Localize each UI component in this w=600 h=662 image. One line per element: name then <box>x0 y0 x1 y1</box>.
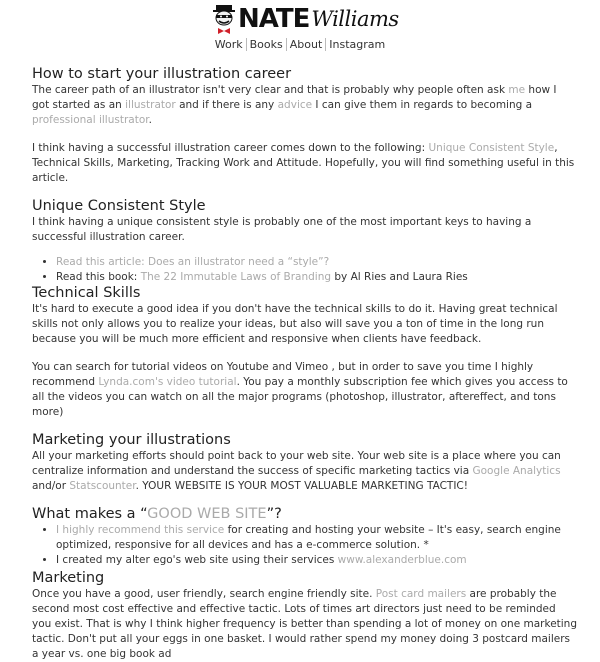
link-unique-consistent-style[interactable]: Unique Consistent Style <box>428 142 555 154</box>
link-me[interactable]: me <box>508 84 526 96</box>
heading-marketing: Marketing <box>32 570 105 586</box>
text: by Al Ries and Laura Ries <box>331 271 468 283</box>
list-item <box>56 270 577 285</box>
bandit-face-icon <box>211 4 237 34</box>
logo-word-williams: Williams <box>311 7 399 31</box>
text: ”? <box>266 506 282 522</box>
style-list <box>32 255 577 285</box>
main-nav <box>0 38 600 52</box>
website-list <box>32 523 577 568</box>
paragraph-success-factors <box>32 141 577 186</box>
link-advice[interactable]: advice <box>277 99 313 111</box>
link-postcard-mailers[interactable]: Post card mailers <box>375 588 467 600</box>
heading-technical-skills: Technical Skills <box>32 285 141 301</box>
link-illustrator[interactable]: illustrator <box>125 99 176 111</box>
text: You can search for tutorial videos on Youtube and Vimeo , but in order to save you time I highly recommend <box>32 361 534 388</box>
text: I created my alter ego's web site using their services <box>56 554 338 566</box>
text: how I got started as an <box>32 84 557 111</box>
text: for creating and hosting your website – It's easy, search engine optimized, responsive for all devices and has a e-commerce solution. * <box>56 524 561 551</box>
nav-link-about[interactable]: About <box>286 38 326 51</box>
paragraph-website <box>32 449 577 494</box>
text: . You pay a monthly subscription fee which gives you access to all the videos you can watch on all the major programs (photoshop, illustrator, aftereffect, and tons more) <box>32 376 568 418</box>
list-item <box>56 523 577 553</box>
site-header <box>0 0 600 58</box>
link-recommended-service[interactable]: I highly recommend this service <box>56 524 225 536</box>
heading-marketing-illustrations: Marketing your illustrations <box>32 432 231 448</box>
text: The career path of an illustrator isn't very clear and that is probably why people often ask <box>32 84 509 96</box>
site-logo[interactable] <box>211 4 399 34</box>
text: Once you have a good, user friendly, search engine friendly site. <box>32 588 376 600</box>
article-content <box>32 66 577 662</box>
paragraph-tutorials <box>32 360 577 420</box>
nav-link-instagram[interactable]: Instagram <box>325 38 388 51</box>
heading-good-web-site <box>32 506 577 523</box>
text: All your marketing efforts should point back to your web site. Your web site is a place where you can centralize information and understand the success of specific marketing tactics via <box>32 450 561 477</box>
list-item <box>56 255 577 270</box>
link-style-article[interactable]: Read this article: Does an illustrator need a “style”? <box>56 256 330 268</box>
paragraph-marketing <box>32 587 577 662</box>
nav-link-work[interactable]: Work <box>214 38 243 51</box>
text: . <box>148 114 152 126</box>
text: I think having a successful illustration career comes down to the following: <box>32 142 429 154</box>
text: are probably the second most cost effective and effective tactic. Lots of times art directors just need to be reminded you exist. That is why I think higher frequency is better than spending a lot of money on one marketing tactic. Don't put all your eggs in one basket. I would rather spend my money doing 3 postcard mailers a year vs. one big book ad <box>32 588 578 660</box>
link-branding-book[interactable]: The 22 Immutable Laws of Branding <box>140 271 332 283</box>
nav-link-books[interactable]: Books <box>246 38 286 51</box>
text: Read this book: <box>56 271 141 283</box>
heading-unique-style: Unique Consistent Style <box>32 198 206 214</box>
text: and if there is any <box>175 99 278 111</box>
text: , Technical Skills, Marketing, Tracking Work and Attitude. Hopefully, you will find something useful in this article. <box>32 142 575 184</box>
link-professional-illustrator[interactable]: professional illustrator <box>32 114 149 126</box>
link-alexanderblue[interactable]: www.alexanderblue.com <box>337 554 467 566</box>
link-good-web-site[interactable]: GOOD WEB SITE <box>147 506 267 522</box>
link-statscounter[interactable]: Statscounter <box>69 480 136 492</box>
logo-word-nate: NATE <box>238 4 310 34</box>
link-google-analytics[interactable]: Google Analytics <box>472 465 561 477</box>
paragraph-style: I think having a unique consistent style is probably one of the most important keys to having a successful illustration career. <box>32 216 532 243</box>
text: and/or <box>32 480 70 492</box>
paragraph-intro <box>32 83 577 128</box>
list-item <box>56 553 577 568</box>
link-lynda[interactable]: Lynda.com's video tutorial <box>98 376 237 388</box>
heading-start-career: How to start your illustration career <box>32 66 292 82</box>
text: What makes a “ <box>32 506 148 522</box>
text: . YOUR WEBSITE IS YOUR MOST VALUABLE MARKETING TACTIC! <box>135 480 468 492</box>
text: I can give them in regards to becoming a <box>312 99 533 111</box>
paragraph-technical: It's hard to execute a good idea if you don't have the technical skills to do it. Having great technical skills not only allows you to realize your ideas, but also will save you a ton of time in the long run because you will be much more efficient and responsive when clients have feedback. <box>32 303 558 345</box>
